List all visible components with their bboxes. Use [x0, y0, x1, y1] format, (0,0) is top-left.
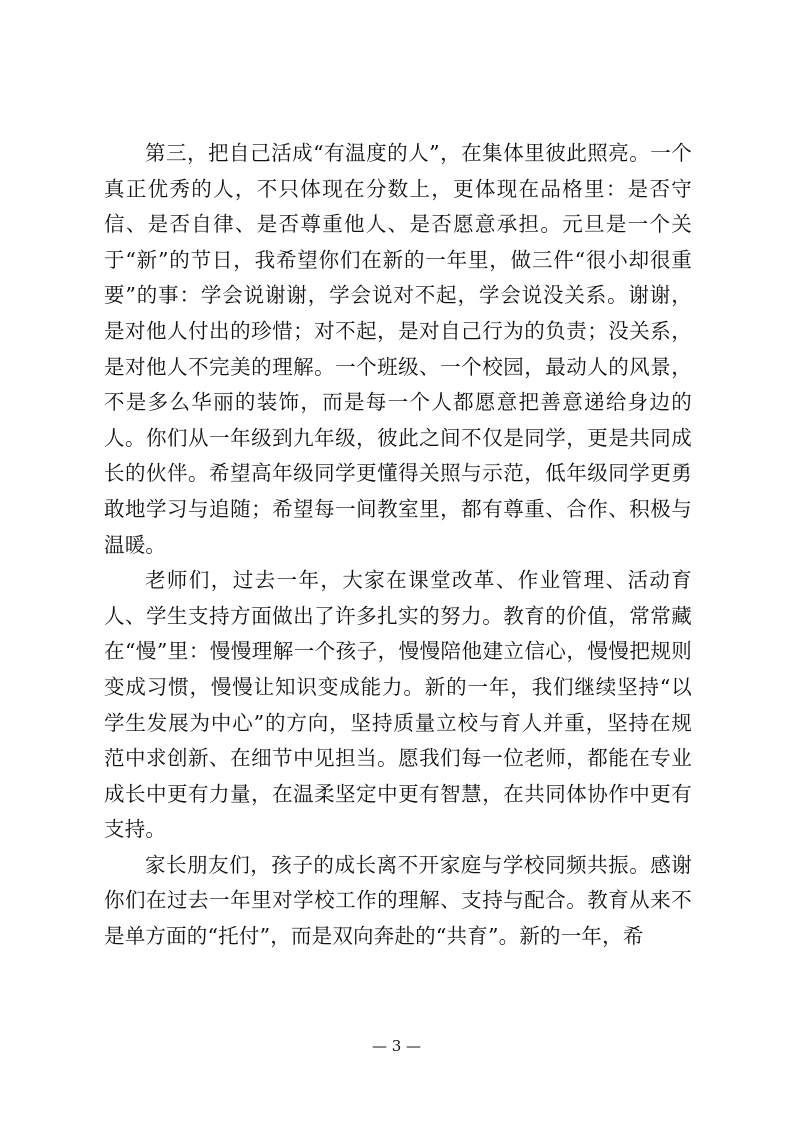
document-body — [104, 136, 692, 955]
paragraph-teachers: 老师们，过去一年，大家在课堂改革、作业管理、活动育人、学生支持方面做出了许多扎实的努力。教育的价值，常常藏在“慢”里：慢慢理解一个孩子，慢慢陪他建立信心，慢慢把规则变成习惯，慢慢让知识变成能力。新的一年，我们继续坚持“以学生发展为中心”的方向，坚持质量立校与育人并重，坚持在规范中求创新、在细节中见担当。愿我们每一位老师，都能在专业成长中更有力量，在温柔坚定中更有智慧，在共同体协作中更有支持。 — [104, 568, 692, 842]
page-number: — 3 — — [371, 1037, 422, 1055]
paragraph-parents: 家长朋友们，孩子的成长离不开家庭与学校同频共振。感谢你们在过去一年里对学校工作的理解、支持与配合。教育从来不是单方面的“托付”，而是双向奔赴的“共育”。新的一年，希 — [104, 852, 692, 949]
paragraph-virtue: 第三，把自己活成“有温度的人”，在集体里彼此照亮。一个真正优秀的人，不只体现在分数上，更体现在品格里：是否守信、是否自律、是否尊重他人、是否愿意承担。元旦是一个关于“新”的节日，我希望你们在新的一年里，做三件“很小却很重要”的事：学会说谢谢，学会说对不起，学会说没关系。谢谢，是对他人付出的珍惜；对不起，是对自己行为的负责；没关系，是对他人不完美的理解。一个班级、一个校园，最动人的风景，不是多么华丽的装饰，而是每一个人都愿意把善意递给身边的人。你们从一年级到九年级，彼此之间不仅是同学，更是共同成长的伙伴。希望高年级同学更懂得关照与示范，低年级同学更勇敢地学习与追随；希望每一间教室里，都有尊重、合作、积极与温暖。 — [104, 141, 692, 557]
